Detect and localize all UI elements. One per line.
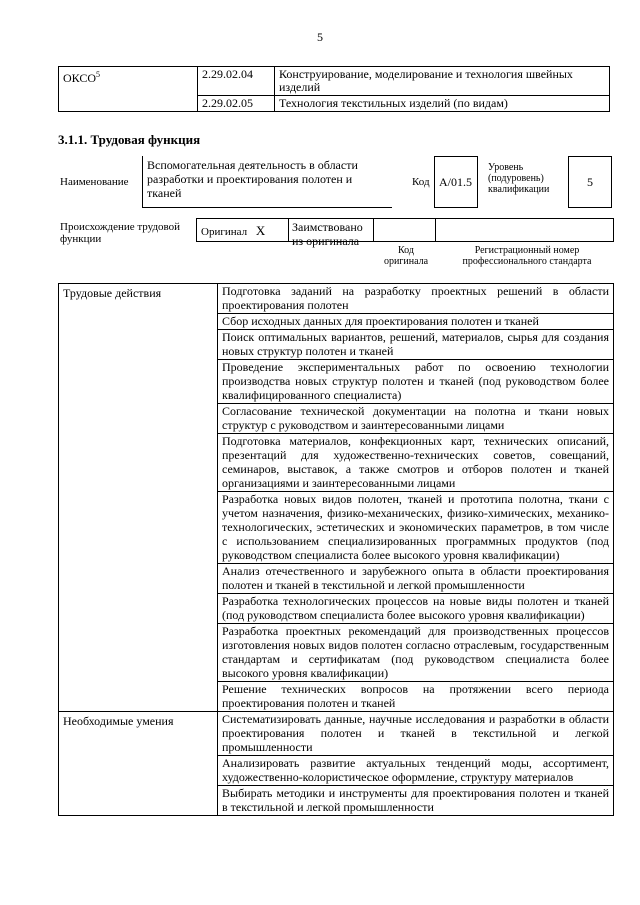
label-spacer <box>59 404 218 434</box>
level-value: 5 <box>568 156 612 208</box>
labor-actions-item: Сбор исходных данных для проектирования полотен и тканей <box>218 314 614 330</box>
labor-actions-item: Решение технических вопросов на протяжении всего периода проектирования полотен и тканей <box>218 682 614 712</box>
borrowed-label: Заимствовано из оригинала <box>288 218 374 242</box>
labor-actions-item: Подготовка заданий на разработку проектных решений в области проектирования полотен <box>218 284 614 314</box>
label-spacer <box>59 564 218 594</box>
code-original-box <box>374 218 436 242</box>
table-row <box>59 594 614 624</box>
labor-actions-item: Разработка проектных рекомендаций для производственных процессов изготовления новых видов полотен согласно отраслевым, государственным стандартам и сертификатам (под руководством специалиста более высокого уровня квалификации) <box>218 624 614 682</box>
name-value: Вспомогательная деятельность в области разработки и проектирования полотен и тканей <box>142 156 392 208</box>
table-row <box>59 404 614 434</box>
table-row <box>59 564 614 594</box>
table-row <box>59 624 614 682</box>
label-spacer <box>59 594 218 624</box>
labor-actions-item: Разработка новых видов полотен, тканей и прототипа полотна, ткани с учетом назначения, физико-механических, физико-химических, механико-технологических, эстетических и экономических параметров, в том числе с использованием специализированных программных продуктов (под руководством специалиста более высокого уровня квалификации) <box>218 492 614 564</box>
code-value: A/01.5 <box>434 156 478 208</box>
table-row <box>59 492 614 564</box>
table-row <box>59 786 614 816</box>
okso-name: Конструирование, моделирование и технология швейных изделий <box>275 67 610 96</box>
page-number: 5 <box>317 30 323 44</box>
label-spacer <box>59 492 218 564</box>
labor-actions-item: Разработка технологических процессов на новые виды полотен и тканей (под руководством специалиста более высокого уровня квалификации) <box>218 594 614 624</box>
name-label: Наименование <box>60 176 129 188</box>
label-spacer <box>59 624 218 682</box>
original-label: Оригинал <box>201 226 248 238</box>
label-spacer <box>59 330 218 360</box>
okso-code: 2.29.02.05 <box>198 96 275 112</box>
code-label: Код <box>412 176 430 188</box>
table-row <box>59 314 614 330</box>
okso-row <box>59 67 610 96</box>
original-mark: X <box>255 223 266 238</box>
table-row <box>59 682 614 712</box>
skills-item: Анализировать развитие актуальных тенденций моды, ассортимент, художественно-колористическое оформление, структуру материалов <box>218 756 614 786</box>
label-spacer <box>59 756 218 786</box>
function-details-table <box>58 283 614 816</box>
skills-item: Выбирать методики и инструменты для проектирования полотен и тканей в текстильной и легкой промышленности <box>218 786 614 816</box>
table-row <box>59 712 614 756</box>
reg-caption: Регистрационный номер профессионального стандарта <box>462 245 592 267</box>
skills-item: Систематизировать данные, научные исследования и разработки в области проектирования полотен и тканей в текстильной и легкой промышленности <box>218 712 614 756</box>
okso-label: ОКСО <box>63 71 97 85</box>
labor-actions-item: Проведение экспериментальных работ по освоению технологии производства новых структур полотен и тканей (под руководством более квалифицированного специалиста) <box>218 360 614 404</box>
level-label: Уровень (подуровень) квалификации <box>488 162 550 195</box>
table-row <box>59 756 614 786</box>
skills-label: Необходимые умения <box>59 712 218 756</box>
okso-name: Технология текстильных изделий (по видам) <box>275 96 610 112</box>
labor-actions-label: Трудовые действия <box>59 284 218 314</box>
code-caption: Код оригинала <box>383 245 429 267</box>
label-spacer <box>59 434 218 492</box>
table-row <box>59 284 614 314</box>
section-heading: 3.1.1. Трудовая функция <box>58 132 201 147</box>
origin-label: Происхождение трудовой функции <box>60 221 181 245</box>
labor-actions-item: Согласование технической документации на полотна и ткани новых структур с руководством и заинтересованными лицами <box>218 404 614 434</box>
original-cell <box>196 218 288 242</box>
reg-number-box <box>436 218 614 242</box>
table-row <box>59 360 614 404</box>
table-row <box>59 434 614 492</box>
okso-table <box>58 66 610 112</box>
footnote-mark: 5 <box>96 70 101 79</box>
labor-actions-item: Анализ отечественного и зарубежного опыта в области проектирования полотен и тканей в текстильной и легкой промышленности <box>218 564 614 594</box>
label-spacer <box>59 360 218 404</box>
labor-actions-item: Поиск оптимальных вариантов, решений, материалов, сырья для создания новых структур полотен и тканей <box>218 330 614 360</box>
okso-label-cell <box>59 67 198 112</box>
label-spacer <box>59 786 218 816</box>
okso-code: 2.29.02.04 <box>198 67 275 96</box>
labor-actions-item: Подготовка материалов, конфекционных карт, технических описаний, презентаций для художественно-технических советов, совещаний, семинаров, выставок, а также смотров и отборов полотен и тканей организациями и заинтересованными лицами <box>218 434 614 492</box>
table-row <box>59 330 614 360</box>
label-spacer <box>59 314 218 330</box>
label-spacer <box>59 682 218 712</box>
